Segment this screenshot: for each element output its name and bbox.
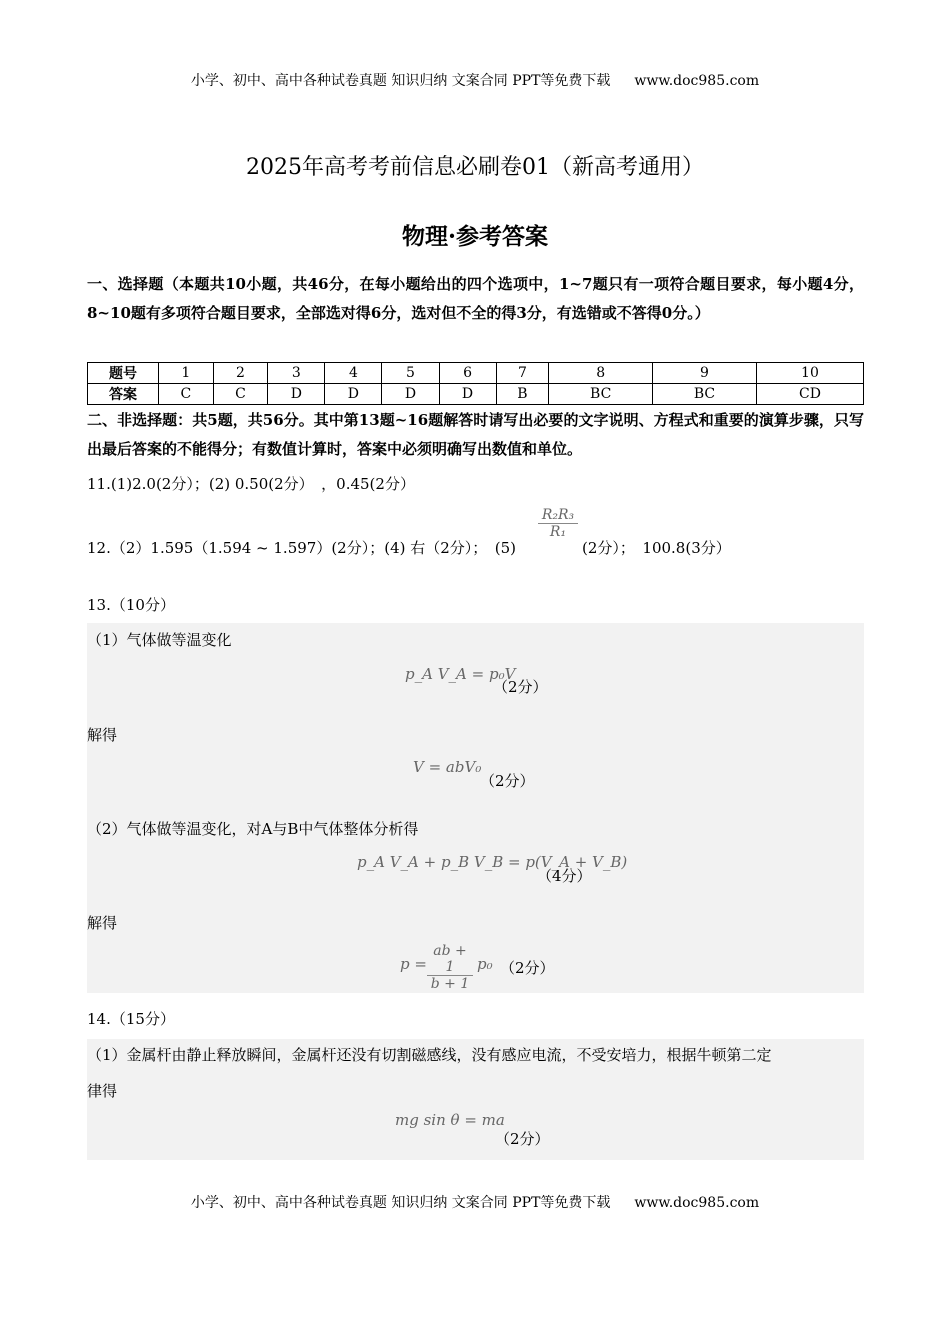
q14-part1-text-line2: 律得 — [87, 1082, 118, 1100]
answer-row — [88, 384, 864, 405]
q13-score1: （2分） — [493, 678, 548, 696]
section2-instructions: 二、非选择题：共5题，共56分。其中第13题~16题解答时请写出必要的文字说明、方程式和重要的演算步骤，只写出最后答案的不能得分；有数值计算时，答案中必须明确写出数值和单位。 — [87, 411, 864, 458]
q13-part1-text: （1）气体做等温变化 — [87, 631, 232, 649]
answer-cell: D — [439, 384, 496, 405]
q13-solve-label1: 解得 — [87, 726, 118, 744]
question-number: 2 — [213, 363, 268, 384]
q12-answer-part2: (2分）； 100.8(3分） — [582, 539, 731, 557]
q13-fraction-numerator: ab + 1 — [427, 943, 473, 976]
q12-fraction-denominator: R₁ — [549, 524, 567, 540]
answer-cell: D — [268, 384, 325, 405]
answer-cell: D — [382, 384, 439, 405]
q13-fraction-denominator: b + 1 — [430, 976, 470, 992]
answer-cell: D — [325, 384, 382, 405]
question-number: 9 — [653, 363, 757, 384]
q11-answer: 11.(1)2.0(2分）；(2) 0.50(2分） ，0.45(2分） — [87, 475, 415, 493]
q14-formula1: mg sin θ = ma — [395, 1111, 505, 1129]
q13-formula4-rhs: p₀ — [477, 955, 493, 973]
q12-fraction — [538, 507, 578, 540]
q13-heading: 13.（10分） — [87, 596, 175, 614]
q13-formula4-fraction — [427, 943, 473, 992]
answer-cell: BC — [653, 384, 757, 405]
footer-site-link[interactable]: www.doc985.com — [634, 1195, 760, 1211]
footer-text: 小学、初中、高中各种试卷真题 知识归纳 文案合同 PPT等免费下载 — [190, 1195, 611, 1211]
question-number: 8 — [549, 363, 653, 384]
q14-part1-text-line1: （1）金属杆由静止释放瞬间，金属杆还没有切割磁感线，没有感应电流，不受安培力，根据牛顿第二定 — [87, 1046, 772, 1064]
page-header — [0, 70, 950, 90]
answer-cell: CD — [756, 384, 863, 405]
question-number: 7 — [496, 363, 549, 384]
question-number: 1 — [159, 363, 214, 384]
question-label: 题号 — [88, 363, 159, 384]
q13-formula1: p_A V_A = p₀V — [405, 665, 516, 683]
q13-score3: （4分） — [537, 867, 592, 885]
question-number: 4 — [325, 363, 382, 384]
doc-subtitle: 物理·参考答案 — [401, 223, 548, 250]
section1-instructions: 一、选择题（本题共10小题，共46分，在每小题给出的四个选项中，1~7题只有一项符合题目要求，每小题4分，8~10题有多项符合题目要求，全部选对得6分，选对但不全的得3分，有选错或不答得0分。） — [87, 275, 864, 322]
page-footer — [0, 1192, 950, 1212]
q13-part2-text: （2）气体做等温变化，对A与B中气体整体分析得 — [87, 820, 419, 838]
q13-solution-box — [87, 623, 864, 993]
q13-formula2: V = abV₀ — [413, 758, 482, 776]
question-number: 10 — [756, 363, 863, 384]
q13-formula4-lhs: p = — [400, 955, 427, 973]
q13-score2: （2分） — [480, 772, 535, 790]
q13-solve-label2: 解得 — [87, 914, 118, 932]
header-text: 小学、初中、高中各种试卷真题 知识归纳 文案合同 PPT等免费下载 — [190, 73, 611, 89]
question-number: 5 — [382, 363, 439, 384]
answer-table — [87, 362, 864, 405]
header-site-link[interactable]: www.doc985.com — [634, 73, 760, 89]
q12-answer-part1: 12.（2）1.595（1.594 ~ 1.597）(2分）；(4) 右（2分）； (5) — [87, 539, 517, 557]
question-number: 6 — [439, 363, 496, 384]
q13-score4: （2分） — [500, 959, 555, 977]
answer-cell: C — [159, 384, 214, 405]
q12-fraction-numerator: R₂R₃ — [538, 507, 578, 524]
answer-cell: C — [213, 384, 268, 405]
question-number-row — [88, 363, 864, 384]
doc-title: 2025年高考考前信息必刷卷01（新高考通用） — [246, 155, 704, 180]
answer-cell: B — [496, 384, 549, 405]
q14-solution-box — [87, 1039, 864, 1160]
answer-label: 答案 — [88, 384, 159, 405]
answer-cell: BC — [549, 384, 653, 405]
q13-formula3: p_A V_A + p_B V_B = p(V_A + V_B) — [357, 853, 628, 871]
question-number: 3 — [268, 363, 325, 384]
q14-heading: 14.（15分） — [87, 1010, 175, 1028]
q14-score1: （2分） — [495, 1130, 550, 1148]
